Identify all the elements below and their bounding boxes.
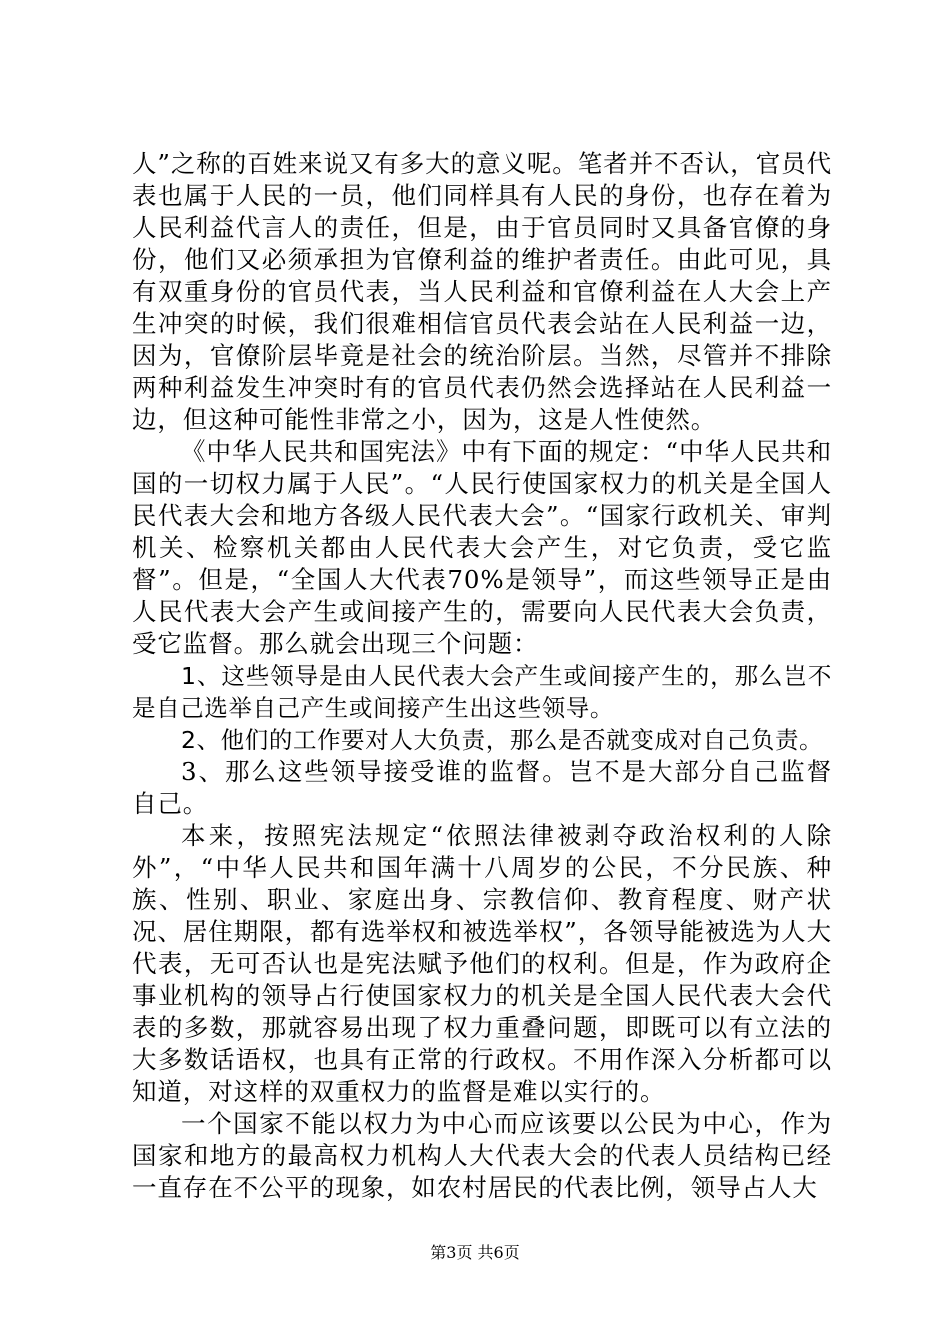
list-item-1: 1、这些领导是由人民代表大会产生或间接产生的，那么岂不是自己选举自己产生或间接产生出这些领导。 [132,662,832,722]
paragraph-election-rights: 本来，按照宪法规定“依照法律被剥夺政治权利的人除外”，“中华人民共和国年满十八周岁的公民，不分民族、种族、性别、职业、家庭出身、宗教信仰、教育程度、财产状况、居住期限，都有选举权和被选举权”，各领导能被选为人大代表，无可否认也是宪法赋予他们的权利。但是，作为政府企事业机构的领导占行使国家权力的机关是全国人民代表大会代表的多数，那就容易出现了权力重叠问题，即既可以有立法的大多数话语权，也具有正常的行政权。不用作深入分析都可以知道，对这样的双重权力的监督是难以实行的。 [132,821,832,1106]
document-body [132,148,832,1204]
paragraph-continuation: 人”之称的百姓来说又有多大的意义呢。笔者并不否认，官员代表也属于人民的一员，他们同样具有人民的身份，也存在着为人民利益代言人的责任，但是，由于官员同时又具备官僚的身份，他们又必须承担为官僚利益的维护者责任。由此可见，具有双重身份的官员代表，当人民利益和官僚利益在人大会上产生冲突的时候，我们很难相信官员代表会站在人民利益一边，因为，官僚阶层毕竟是社会的统治阶层。当然，尽管并不排除两种利益发生冲突时有的官员代表仍然会选择站在人民利益一边，但这种可能性非常之小，因为，这是人性使然。 [132,149,832,434]
list-item-3: 3、那么这些领导接受谁的监督。岂不是大部分自己监督自己。 [132,757,832,818]
paragraph-citizen-center: 一个国家不能以权力为中心而应该要以公民为中心，作为国家和地方的最高权力机构人大代表大会的代表人员结构已经一直存在不公平的现象，如农村居民的代表比例，领导占人大 [132,1109,832,1202]
page-footer: 第3页 共6页 [430,1243,520,1262]
paragraph-constitution: 《中华人民共和国宪法》中有下面的规定：“中华人民共和国的一切权力属于人民”。“人民行使国家权力的机关是全国人民代表大会和地方各级人民代表大会”。“国家行政机关、审判机关、检察机关都由人民代表大会产生，对它负责，受它监督”。但是，“全国人大代表70%是领导”，而这些领导正是由人民代表大会产生或间接产生的，需要向人民代表大会负责，受它监督。那么就会出现三个问题： [132,437,832,658]
list-item-2: 2、他们的工作要对人大负责，那么是否就变成对自己负责。 [181,726,824,754]
